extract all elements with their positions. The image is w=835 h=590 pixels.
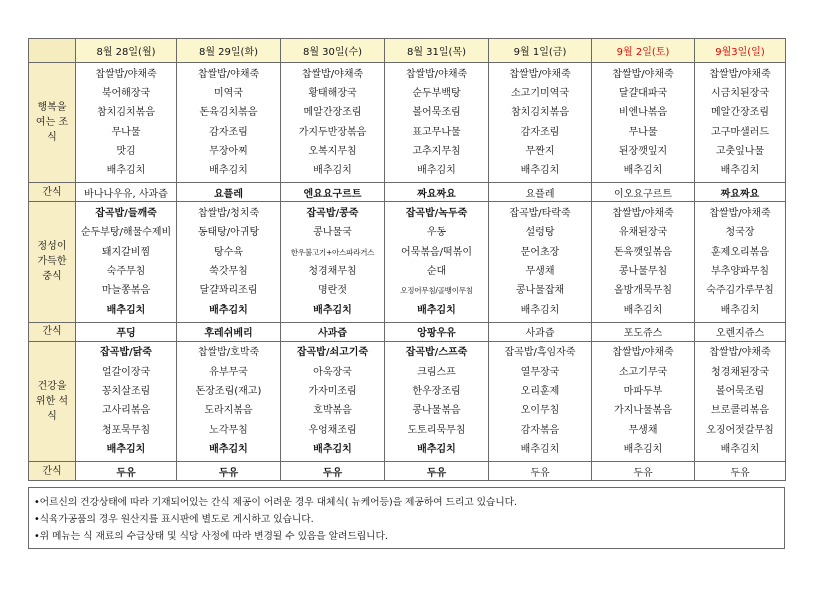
menu-cell — [76, 341, 177, 461]
snack-cell: 요플레 — [177, 183, 281, 202]
menu-item: 잡곡밥/콩죽 — [306, 208, 359, 220]
menu-item: 어묵볶음/떡볶이 — [401, 246, 472, 258]
menu-item: 배추김치 — [720, 443, 760, 455]
menu-item: 찹쌀밥/야채죽 — [197, 68, 260, 80]
menu-item: 콩나물무침 — [618, 265, 668, 277]
menu-cell — [592, 202, 695, 322]
menu-item: 무짠지 — [525, 145, 555, 157]
snack-cell: 이오요구르트 — [592, 183, 695, 202]
menu-cell — [177, 202, 281, 322]
snack-row — [29, 462, 786, 481]
menu-item: 메알간장조림 — [303, 107, 362, 119]
menu-item: 소고기미역국 — [511, 88, 569, 100]
menu-cell — [489, 202, 592, 322]
menu-item: 브로콜리볶음 — [711, 405, 769, 417]
meal-label: 정성이 가득한 중식 — [29, 202, 76, 322]
snack-cell: 두유 — [385, 462, 489, 481]
snack-cell: 두유 — [695, 462, 786, 481]
snack-cell: 두유 — [281, 462, 385, 481]
corner-cell — [29, 39, 76, 63]
menu-item: 콩나물볶음 — [412, 405, 461, 417]
menu-cell — [281, 202, 385, 322]
menu-item: 아욱장국 — [313, 366, 352, 378]
menu-item: 배추김치 — [313, 165, 352, 177]
menu-cell — [385, 341, 489, 461]
menu-item: 무나물 — [111, 126, 141, 138]
menu-item: 오징어젓갈무침 — [706, 424, 774, 436]
menu-item: 청경채무침 — [308, 265, 357, 277]
menu-item: 올방개묵무침 — [614, 285, 672, 297]
menu-item: 찹쌀밥/야채죽 — [709, 347, 771, 359]
menu-item: 숙주김가루무침 — [706, 285, 774, 297]
snack-cell: 두유 — [489, 462, 592, 481]
menu-item: 쑥갓무침 — [209, 265, 248, 277]
menu-item: 미역국 — [214, 88, 243, 100]
menu-item: 문어초장 — [520, 246, 560, 258]
menu-cell — [76, 63, 177, 183]
day-header-7: 9월3일(일) — [695, 39, 786, 63]
menu-cell — [695, 63, 786, 183]
menu-cell — [281, 341, 385, 461]
menu-item: 찹쌀밥/야채죽 — [709, 208, 771, 220]
menu-cell — [385, 63, 489, 183]
menu-item: 돈육깻잎볶음 — [614, 246, 672, 258]
menu-item: 도라지볶음 — [204, 405, 253, 417]
note-line: •위 메뉴는 식 재료의 수급상태 및 식당 사정에 따라 변경될 수 있음을 알려드립니다. — [34, 531, 388, 542]
menu-item: 한우장조림 — [412, 386, 461, 398]
menu-item: 얼갈이장국 — [101, 366, 151, 378]
menu-item: 찹쌀밥/야채죽 — [612, 208, 674, 220]
menu-item: 순대 — [426, 265, 447, 277]
menu-item: 달걀대파국 — [618, 88, 668, 100]
notes-box — [28, 487, 785, 549]
menu-item: 마파두부 — [623, 386, 663, 398]
menu-item: 호박볶음 — [313, 405, 352, 417]
menu-item: 찹쌀밥/호박죽 — [197, 347, 260, 359]
menu-item: 찹쌀밥/야채죽 — [95, 68, 157, 80]
menu-item: 배추김치 — [209, 443, 248, 455]
menu-item: 찹쌀밥/야채죽 — [405, 68, 468, 80]
menu-item: 무생채 — [628, 424, 658, 436]
menu-item: 꽁치살조림 — [101, 386, 151, 398]
menu-item: 참치김치볶음 — [97, 107, 155, 119]
menu-item: 배추김치 — [720, 165, 760, 177]
menu-item: 찹쌀밥/청치죽 — [197, 208, 260, 220]
menu-item: 열무장국 — [520, 366, 560, 378]
menu-item: 배추김치 — [313, 304, 352, 316]
menu-item: 부추양파무침 — [711, 265, 769, 277]
snack-cell: 포도쥬스 — [592, 322, 695, 341]
snack-label: 간식 — [29, 322, 76, 341]
snack-cell: 짜요짜요 — [385, 183, 489, 202]
menu-item: 돼지갈비찜 — [101, 246, 151, 258]
menu-cell — [281, 63, 385, 183]
menu-item: 청포묵무침 — [101, 424, 151, 436]
meal-row — [29, 63, 786, 183]
note-line: •식육가공품의 경우 원산지를 표시판에 별도로 게시하고 있습니다. — [34, 514, 314, 525]
menu-item: 탕수육 — [214, 246, 243, 258]
menu-item: 유부무국 — [209, 366, 248, 378]
snack-cell: 사과즙 — [281, 322, 385, 341]
menu-cell — [177, 341, 281, 461]
menu-item: 찹쌀밥/야채죽 — [612, 347, 674, 359]
menu-item: 순두부백탕 — [412, 88, 461, 100]
menu-item: 무장아찌 — [209, 145, 248, 157]
menu-item: 볼어묵조림 — [715, 386, 765, 398]
menu-item: 무생채 — [525, 265, 555, 277]
snack-cell: 푸딩 — [76, 322, 177, 341]
menu-item: 배추김치 — [106, 165, 146, 177]
menu-item: 우엉채조림 — [308, 424, 357, 436]
menu-item: 한우불고기+아스파라거스 — [290, 247, 375, 257]
weekly-menu-table — [28, 38, 786, 481]
menu-item: 잡곡밥/타락죽 — [509, 208, 571, 220]
menu-item: 잡곡밥/스프죽 — [405, 347, 468, 359]
meal-row — [29, 202, 786, 322]
menu-item: 오징어무침/골뱅이무침 — [400, 286, 473, 296]
menu-item: 배추김치 — [623, 443, 663, 455]
snack-cell: 앙팡우유 — [385, 322, 489, 341]
menu-item: 잡곡밥/들깨죽 — [95, 208, 157, 220]
menu-item: 콩나물잡채 — [515, 285, 565, 297]
snack-cell: 짜요짜요 — [695, 183, 786, 202]
menu-item: 찹쌀밥/야채죽 — [509, 68, 571, 80]
menu-cell — [385, 202, 489, 322]
menu-item: 소고기무국 — [618, 366, 668, 378]
snack-cell: 두유 — [592, 462, 695, 481]
menu-item: 오리훈제 — [520, 386, 560, 398]
day-header-2: 8월 29일(화) — [177, 39, 281, 63]
menu-item: 잡곡밥/쇠고기죽 — [296, 347, 369, 359]
snack-label: 간식 — [29, 183, 76, 202]
menu-item: 배추김치 — [417, 304, 456, 316]
menu-item: 황태해장국 — [308, 88, 357, 100]
menu-item: 우동 — [426, 227, 447, 239]
menu-item: 잡곡밥/녹두죽 — [405, 208, 468, 220]
menu-cell — [76, 202, 177, 322]
snack-label: 간식 — [29, 462, 76, 481]
snack-cell: 요플레 — [489, 183, 592, 202]
menu-item: 명란젓 — [318, 285, 347, 297]
menu-item: 오이무침 — [520, 405, 560, 417]
menu-item: 동태탕/아귀탕 — [197, 227, 260, 239]
meal-row — [29, 341, 786, 461]
menu-item: 시금치된장국 — [711, 88, 769, 100]
menu-item: 표고무나물 — [412, 126, 461, 138]
menu-item: 잡곡밥/닭죽 — [100, 347, 152, 359]
menu-item: 돈장조림(재고) — [195, 386, 262, 398]
menu-item: 가지나물볶음 — [614, 405, 672, 417]
menu-item: 훈제오리볶음 — [711, 246, 769, 258]
menu-item: 감자조림 — [520, 126, 560, 138]
menu-item: 배추김치 — [623, 304, 663, 316]
menu-item: 감자볶음 — [520, 424, 560, 436]
menu-item: 마늘쫑볶음 — [101, 285, 151, 297]
menu-item: 배추김치 — [623, 165, 663, 177]
snack-row — [29, 183, 786, 202]
day-header-row — [29, 39, 786, 63]
menu-item: 순두부탕/해물수제비 — [80, 227, 172, 239]
menu-item: 참치김치볶음 — [511, 107, 569, 119]
snack-cell: 두유 — [177, 462, 281, 481]
menu-item: 노각무침 — [209, 424, 248, 436]
menu-item: 배추김치 — [520, 165, 560, 177]
menu-item: 배추김치 — [520, 443, 560, 455]
snack-cell: 두유 — [76, 462, 177, 481]
menu-item: 숙주무침 — [106, 265, 146, 277]
menu-cell — [489, 341, 592, 461]
menu-item: 돈육김치볶음 — [199, 107, 258, 119]
menu-item: 가지두반장볶음 — [298, 126, 367, 138]
menu-item: 크림스프 — [417, 366, 456, 378]
menu-cell — [592, 341, 695, 461]
menu-item: 무나물 — [628, 126, 658, 138]
menu-item: 배추김치 — [720, 304, 760, 316]
menu-item: 배추김치 — [417, 443, 456, 455]
menu-item: 가자미조림 — [308, 386, 357, 398]
day-header-6: 9월 2일(토) — [592, 39, 695, 63]
menu-item: 설렁탕 — [525, 227, 555, 239]
menu-item: 배추김치 — [313, 443, 352, 455]
menu-item: 유채된장국 — [618, 227, 668, 239]
snack-cell: 엔요요구르트 — [281, 183, 385, 202]
note-line: •어르신의 건강상태에 따라 기재되어있는 간식 제공이 어려운 경우 대체식( 뉴케어등)을 제공하여 드리고 있습니다. — [34, 497, 518, 508]
menu-cell — [177, 63, 281, 183]
menu-item: 배추김치 — [106, 304, 146, 316]
menu-item: 된장깻잎지 — [618, 145, 668, 157]
menu-item: 콩나물국 — [313, 227, 352, 239]
snack-cell: 사과즙 — [489, 322, 592, 341]
menu-item: 찹쌀밥/야채죽 — [709, 68, 771, 80]
menu-item: 고구마샐러드 — [711, 126, 769, 138]
day-header-4: 8월 31일(목) — [385, 39, 489, 63]
menu-cell — [489, 63, 592, 183]
menu-item: 맛김 — [116, 145, 136, 157]
day-header-3: 8월 30일(수) — [281, 39, 385, 63]
menu-item: 메알간장조림 — [711, 107, 769, 119]
menu-item: 잡곡밥/흑임자죽 — [504, 347, 576, 359]
menu-item: 배추김치 — [417, 165, 456, 177]
menu-item: 고사리볶음 — [101, 405, 151, 417]
menu-item: 고춧잎나물 — [715, 145, 765, 157]
menu-item: 북어해장국 — [101, 88, 151, 100]
day-header-5: 9월 1일(금) — [489, 39, 592, 63]
menu-item: 청국장 — [725, 227, 755, 239]
menu-item: 감자조림 — [209, 126, 248, 138]
menu-item: 배추김치 — [209, 165, 248, 177]
snack-cell: 오렌지쥬스 — [695, 322, 786, 341]
menu-item: 배추김치 — [520, 304, 560, 316]
snack-cell: 바나나우유, 사과즙 — [76, 183, 177, 202]
menu-item: 배추김치 — [106, 443, 146, 455]
menu-cell — [695, 341, 786, 461]
meal-label: 건강을 위한 석식 — [29, 341, 76, 461]
menu-item: 볼어묵조림 — [412, 107, 461, 119]
menu-item: 달걀꽈리조림 — [199, 285, 258, 297]
menu-item: 비엔나볶음 — [618, 107, 668, 119]
menu-item: 오복지무침 — [308, 145, 357, 157]
menu-item: 청경채된장국 — [711, 366, 769, 378]
menu-item: 찹쌀밥/야채죽 — [612, 68, 674, 80]
snack-cell: 후레쉬베리 — [177, 322, 281, 341]
menu-item: 찹쌀밥/야채죽 — [301, 68, 364, 80]
day-header-1: 8월 28일(월) — [76, 39, 177, 63]
menu-item: 배추김치 — [209, 304, 248, 316]
menu-body — [29, 63, 786, 481]
menu-cell — [592, 63, 695, 183]
meal-label: 행복을 여는 조식 — [29, 63, 76, 183]
menu-item: 고추지무침 — [412, 145, 461, 157]
snack-row — [29, 322, 786, 341]
menu-cell — [695, 202, 786, 322]
menu-item: 도토리묵무침 — [407, 424, 466, 436]
